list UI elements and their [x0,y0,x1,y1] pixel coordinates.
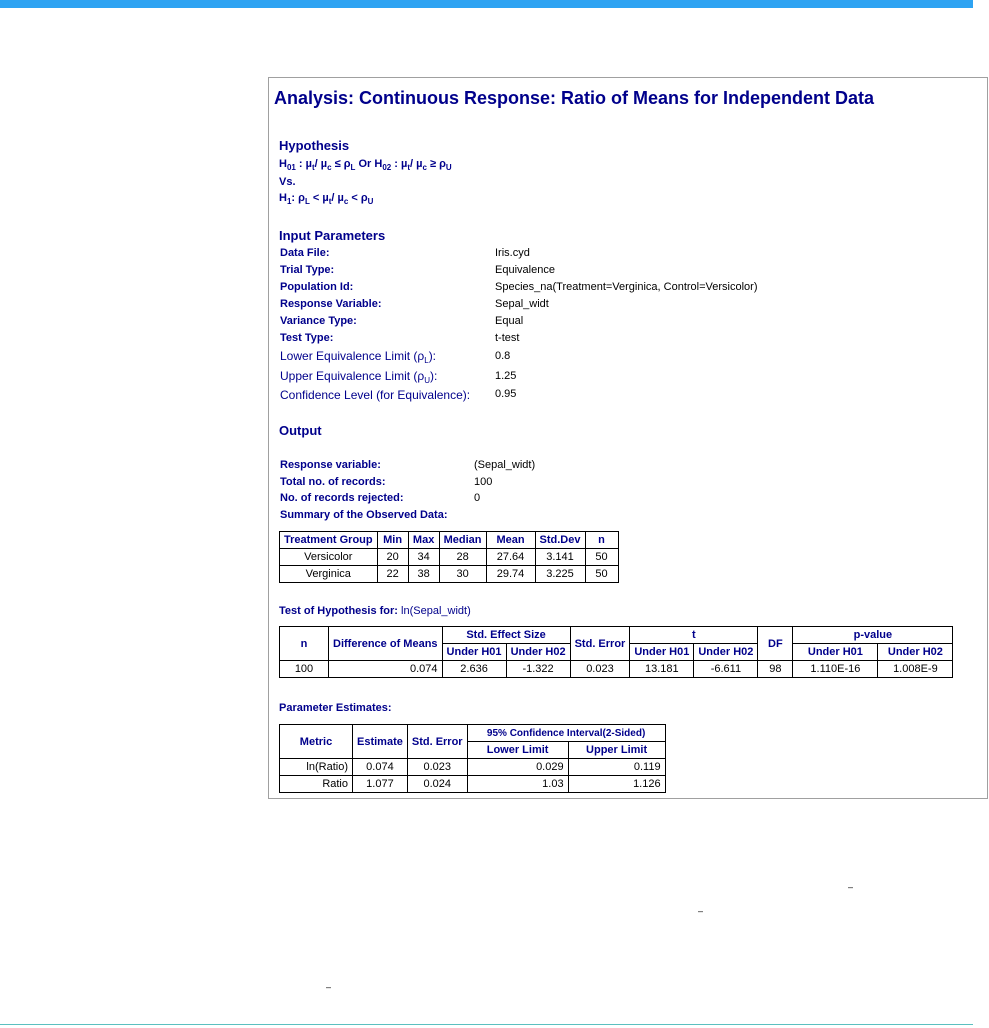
table-header-row [280,532,619,549]
stray-mark: – [698,906,704,916]
column-header: Std. Error [570,627,630,661]
table-cell: 0.023 [570,661,630,678]
table-cell: 0.074 [329,661,443,678]
column-header: Difference of Means [329,627,443,661]
table-row [280,661,953,678]
table-cell: 3.141 [535,549,585,566]
table-cell: 22 [377,566,408,583]
column-header: Under H01 [630,644,694,661]
table-cell: 1.110E-16 [793,661,878,678]
column-header: Treatment Group [280,532,378,549]
table-cell: 50 [585,566,618,583]
input-label: Trial Type: [280,264,335,276]
table-cell: 98 [758,661,793,678]
column-header: n [280,627,329,661]
column-header: Std.Dev [535,532,585,549]
table-cell: 0.074 [353,759,408,776]
column-header: Under H01 [793,644,878,661]
table-cell: -6.611 [694,661,758,678]
table-cell: 34 [408,549,439,566]
column-header: Metric [280,725,353,759]
column-header: Std. Error [407,725,467,759]
bottom-divider [0,1024,973,1025]
column-header: Mean [486,532,535,549]
column-header: Min [377,532,408,549]
column-header: Std. Effect Size [442,627,570,644]
column-header: Median [439,532,486,549]
column-header: Under H01 [442,644,506,661]
table-cell: 27.64 [486,549,535,566]
column-header: Upper Limit [568,742,665,759]
upper-limit-value: 1.25 [495,370,517,382]
input-label: Test Type: [280,332,334,344]
table-cell: 0.119 [568,759,665,776]
input-value: Equal [495,315,524,327]
summary-table [279,531,619,583]
table-cell: 1.126 [568,776,665,793]
table-cell: ln(Ratio) [280,759,353,776]
column-header: Under H02 [694,644,758,661]
estimates-table [279,724,666,793]
table-cell: 0.029 [467,759,568,776]
table-cell: 100 [280,661,329,678]
table-cell: 28 [439,549,486,566]
column-header: 95% Confidence Interval(2-Sided) [467,725,665,742]
table-row [280,549,619,566]
table-cell: 50 [585,549,618,566]
table-cell: Verginica [280,566,378,583]
input-value: Sepal_widt [495,298,549,310]
column-header: t [630,627,758,644]
lower-limit-value: 0.8 [495,350,511,362]
output-value: 0 [474,492,481,504]
table-cell: 38 [408,566,439,583]
top-accent-bar [0,0,973,8]
alternative-hypothesis: $H_1$: $\rho_L < \mu_t/$ $\mu_c < \rho_U$ [279,192,374,206]
column-header: DF [758,627,793,661]
table-row [280,759,666,776]
table-cell: Ratio [280,776,353,793]
null-hypothesis: $H_{01}$ : µ$_t$/ $\mu_c \le \rho_L$ Or $H_{02}$ : µ$_t$/ $\mu_c \ge \rho_U$ [279,158,452,172]
confidence-level-label: Confidence Level (for Equivalence): [280,388,471,402]
report-title: Analysis: Continuous Response: Ratio of Means for Independent Data [274,88,875,108]
table-cell: Versicolor [280,549,378,566]
estimates-heading: Parameter Estimates: [279,702,392,714]
test-heading: Test of Hypothesis for: ln(Sepal_widt) [279,605,471,617]
table-cell: 1.008E-9 [878,661,953,678]
table-row [280,566,619,583]
output-value: (Sepal_widt) [474,459,536,471]
input-value: t-test [495,332,520,344]
output-label: No. of records rejected: [280,492,404,504]
summary-label: Summary of the Observed Data: [280,509,448,521]
column-header: p-value [793,627,953,644]
input-value: Equivalence [495,264,555,276]
table-header-row [280,725,666,742]
column-header: Under H02 [506,644,570,661]
column-header: Max [408,532,439,549]
input-value: Species_na(Treatment=Verginica, Control=Versicolor) [495,281,758,293]
table-cell: 29.74 [486,566,535,583]
hypothesis-heading: Hypothesis [279,138,350,153]
table-cell: 1.03 [467,776,568,793]
table-cell: 20 [377,549,408,566]
input-label: Variance Type: [280,315,357,327]
input-parameters-heading: Input Parameters [279,228,386,243]
table-cell: 13.181 [630,661,694,678]
table-cell: 1.077 [353,776,408,793]
report-panel [268,77,988,799]
column-header: Estimate [353,725,408,759]
table-row [280,776,666,793]
table-cell: -1.322 [506,661,570,678]
output-value: 100 [474,476,493,488]
lower-limit-label: Lower Equivalence Limit $(\rho_L)$: [280,349,437,365]
column-header: Lower Limit [467,742,568,759]
column-header: Under H02 [878,644,953,661]
table-cell: 2.636 [442,661,506,678]
table-cell: 30 [439,566,486,583]
stray-mark: – [326,982,332,992]
table-header-row [280,627,953,644]
stray-mark: – [848,882,854,892]
input-label: Response Variable: [280,298,382,310]
table-cell: 0.024 [407,776,467,793]
upper-limit-label: Upper Equivalence Limit $(\rho_U)$: [280,369,438,385]
test-table [279,626,953,678]
hypothesis-vs: Vs. [279,176,296,188]
output-label: Response variable: [280,459,381,471]
output-label: Total no. of records: [280,476,386,488]
output-heading: Output [279,423,322,438]
table-cell: 0.023 [407,759,467,776]
table-cell: 3.225 [535,566,585,583]
column-header: n [585,532,618,549]
input-label: Population Id: [280,281,354,293]
input-value: Iris.cyd [495,247,530,259]
confidence-level-value: 0.95 [495,388,517,400]
input-label: Data File: [280,247,330,259]
